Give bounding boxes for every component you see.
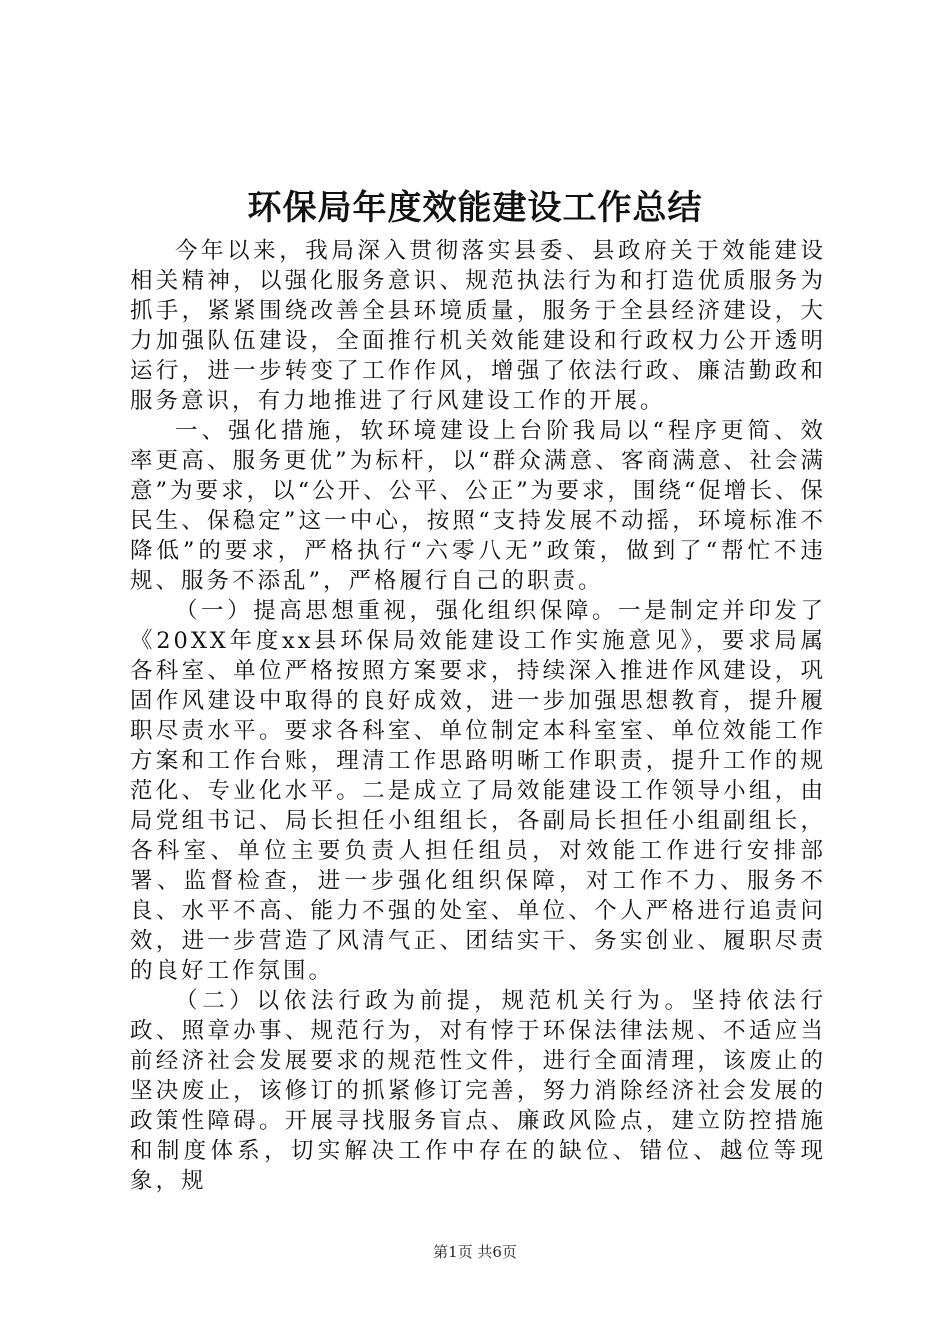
document-title: 环保局年度效能建设工作总结 (247, 188, 703, 228)
document-body (130, 236, 826, 1196)
paragraph-subsection-2: （二）以依法行政为前提，规范机关行为。坚持依法行政、照章办事、规范行为，对有悖于环保法律法规、不适应当前经济社会发展要求的规范性文件，进行全面清理，该废止的坚决废止，该修订的抓紧修订完善，努力消除经济社会发展的政策性障碍。开展寻找服务盲点、廉政风险点，建立防控措施和制度体系，切实解决工作中存在的缺位、错位、越位等现象，规 (130, 988, 826, 1194)
paragraph-subsection-1: （一）提高思想重视，强化组织保障。一是制定并印发了《20XX年度xx县环保局效能建设工作实施意见》，要求局属各科室、单位严格按照方案要求，持续深入推进作风建设，巩固作风建设中取得的良好成效，进一步加强思想教育，提升履职尽责水平。要求各科室、单位制定本科室室、单位效能工作方案和工作台账，理清工作思路明晰工作职责，提升工作的规范化、专业化水平。二是成立了局效能建设工作领导小组，由局党组书记、局长担任小组组长，各副局长担任小组副组长，各科室、单位主要负责人担任组员，对效能工作进行安排部署、监督检查，进一步强化组织保障，对工作不力、服务不良、水平不高、能力不强的处室、单位、个人严格进行追责问效，进一步营造了风清气正、团结实干、务实创业、履职尽责的良好工作氛围。 (130, 598, 826, 984)
paragraph-intro: 今年以来，我局深入贯彻落实县委、县政府关于效能建设相关精神，以强化服务意识、规范执法行为和打造优质服务为抓手，紧紧围绕改善全县环境质量，服务于全县经济建设，大力加强队伍建设，全面推行机关效能建设和行政权力公开透明运行，进一步转变了工作作风，增强了依法行政、廉洁勤政和服务意识，有力地推进了行风建设工作的开展。 (130, 238, 826, 414)
paragraph-section-1: 一、强化措施，软环境建设上台阶我局以“程序更简、效率更高、服务更优”为标杆，以“群众满意、客商满意、社会满意”为要求，以“公开、公平、公正”为要求，围绕“促增长、保民生、保稳定”这一中心，按照“支持发展不动摇，环境标准不降低”的要求，严格执行“六零八无”政策，做到了“帮忙不违规、服务不添乱”，严格履行自己的职责。 (130, 418, 826, 594)
page-number-footer: 第1页 共6页 (433, 1243, 517, 1261)
